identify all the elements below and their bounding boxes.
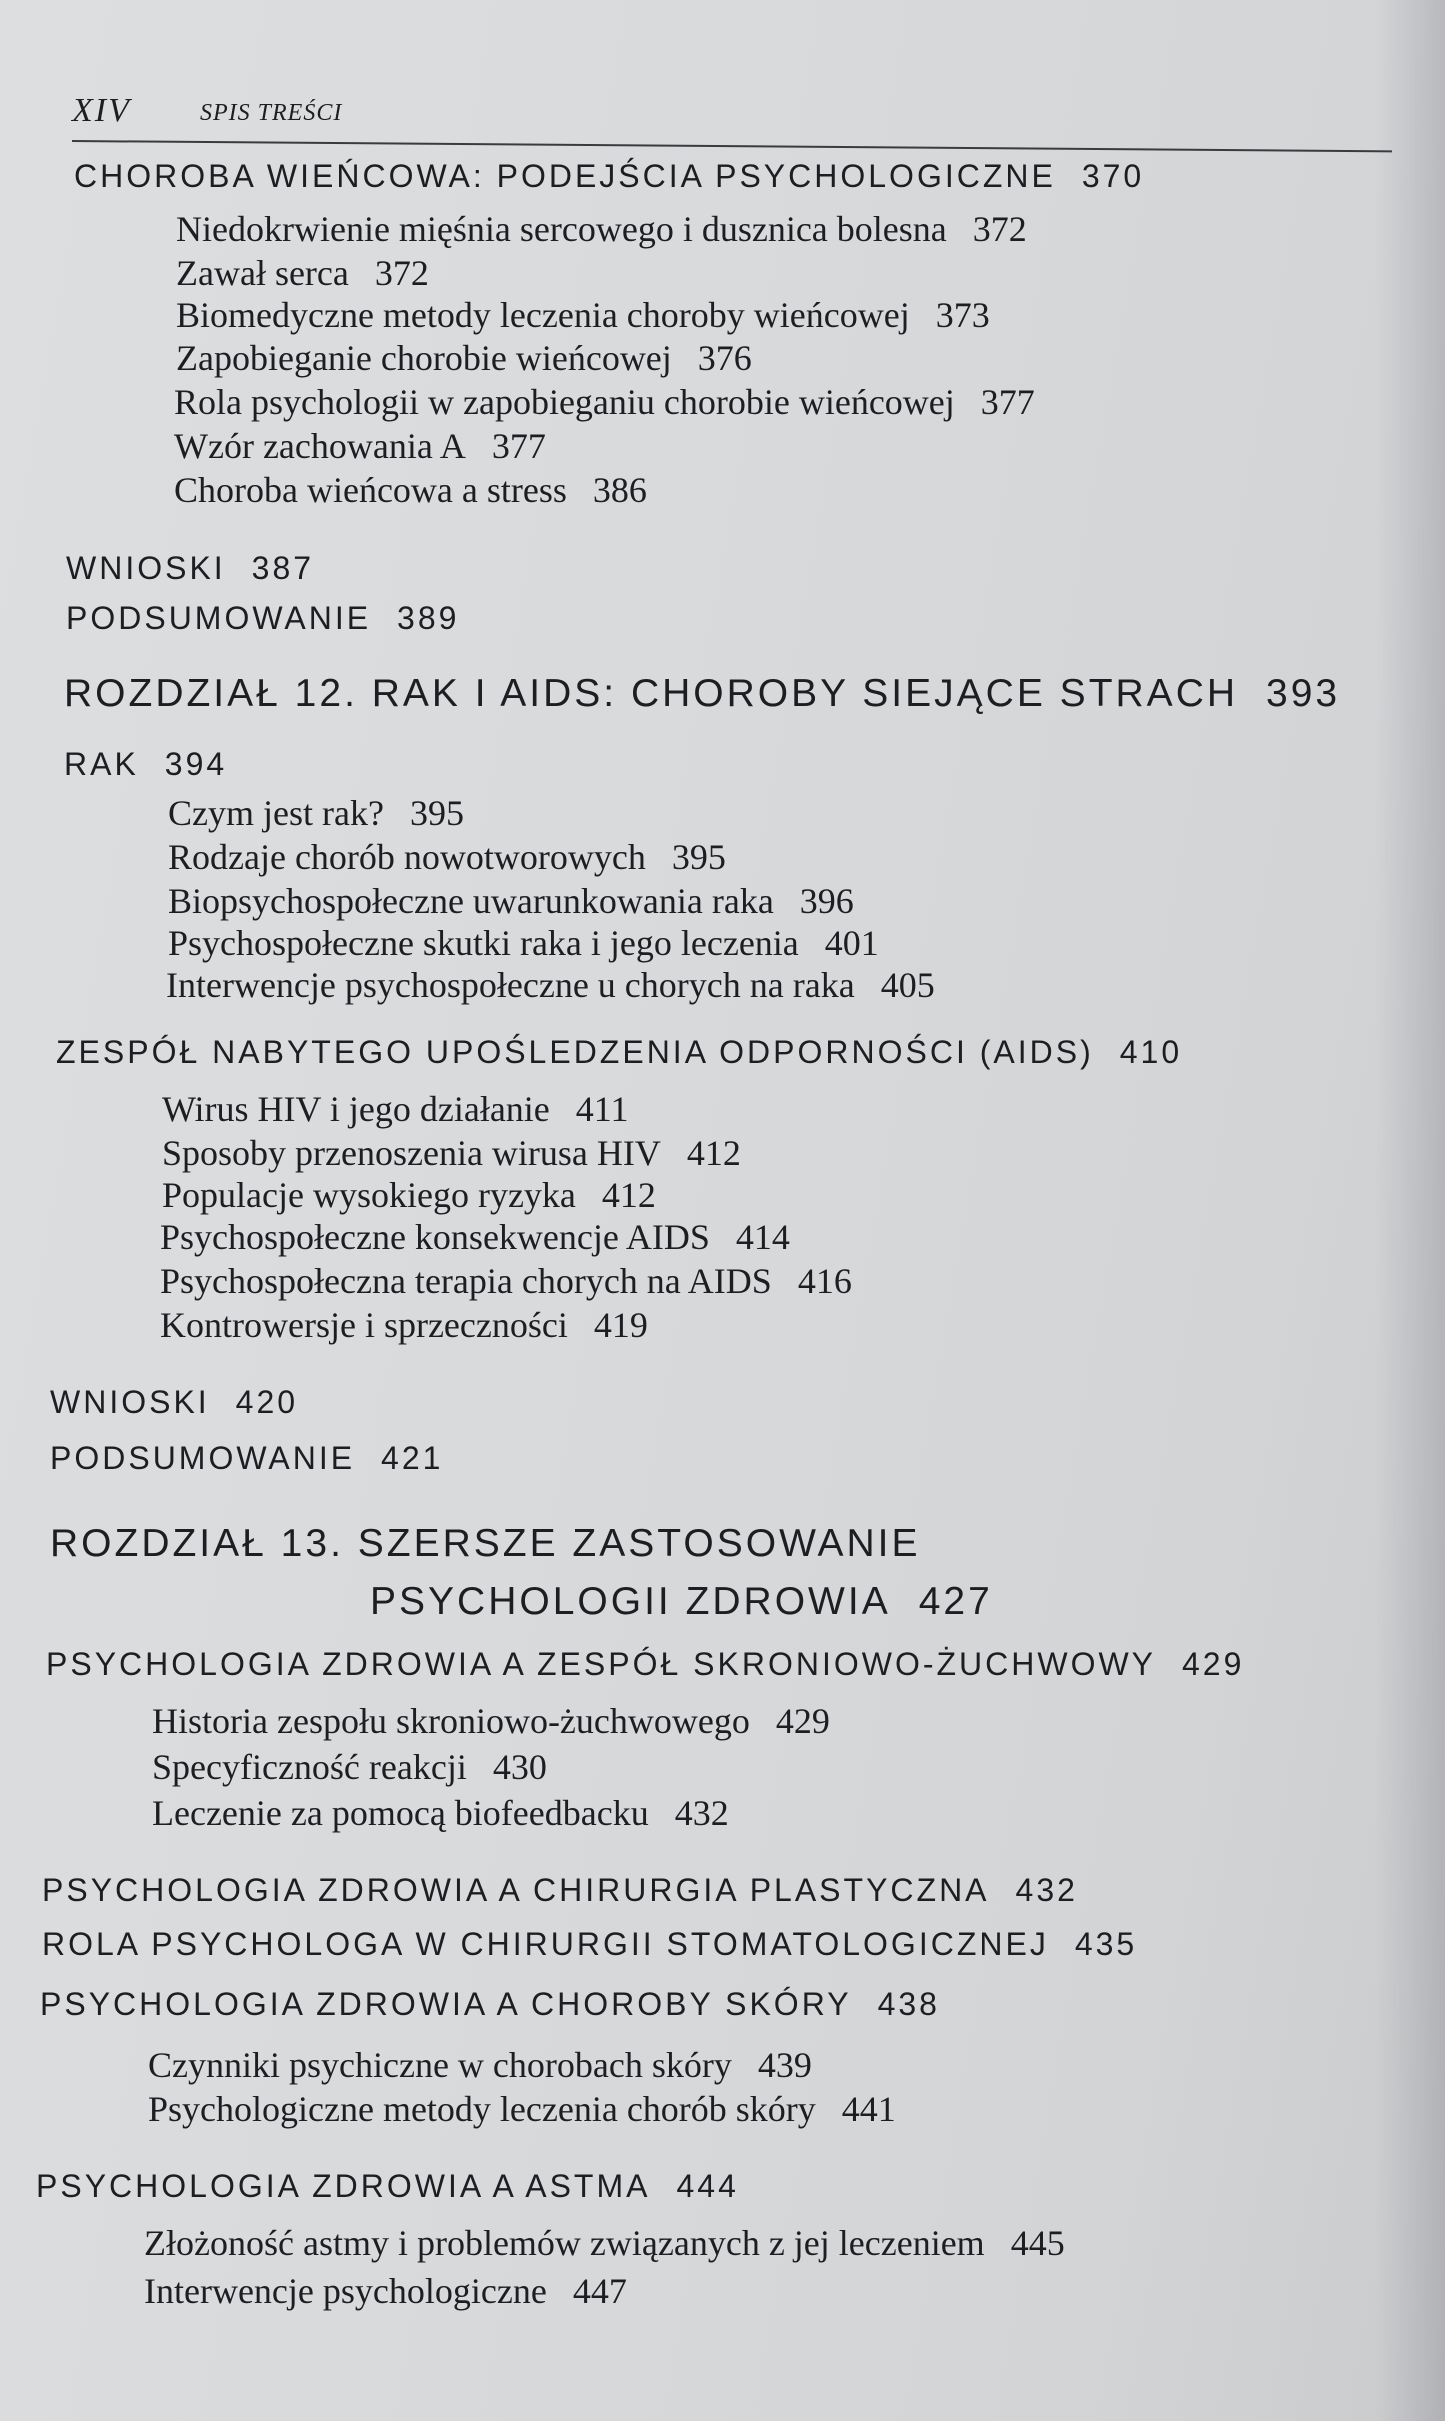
toc-entry-title: Złożoność astmy i problemów związanych z jej leczeniem bbox=[144, 2223, 985, 2263]
toc-page-number: 439 bbox=[757, 2045, 812, 2085]
toc-page-number: 401 bbox=[824, 923, 879, 963]
toc-page-number: 412 bbox=[686, 1133, 741, 1173]
toc-entry-title: Czynniki psychiczne w chorobach skóry bbox=[148, 2045, 732, 2085]
toc-chapter bbox=[64, 672, 1340, 716]
toc-entry bbox=[176, 252, 429, 294]
toc-page-number: 377 bbox=[491, 426, 546, 466]
toc-section bbox=[50, 1440, 443, 1477]
toc-entry-title: Populacje wysokiego ryzyka bbox=[162, 1175, 576, 1215]
toc-page-number: 419 bbox=[593, 1305, 648, 1345]
toc-entry bbox=[168, 922, 879, 964]
toc-page-number: 405 bbox=[880, 965, 935, 1005]
toc-page-number: 410 bbox=[1119, 1034, 1183, 1070]
toc-entry-title: Kontrowersje i sprzeczności bbox=[160, 1305, 568, 1345]
toc-chapter-continued bbox=[370, 1580, 993, 1624]
toc-page-number: 376 bbox=[697, 338, 752, 378]
toc-entry bbox=[152, 1792, 729, 1834]
toc-entry-title: Sposoby przenoszenia wirusa HIV bbox=[162, 1133, 661, 1173]
toc-section-title: CHOROBA WIEŃCOWA: PODEJŚCIA PSYCHOLOGICZNE bbox=[74, 158, 1056, 194]
toc-page-number: 373 bbox=[935, 295, 990, 335]
toc-entry-title: Czym jest rak? bbox=[168, 793, 384, 833]
toc-entry bbox=[176, 337, 752, 379]
toc-entry-title: Interwencje psychospołeczne u chorych na raka bbox=[166, 965, 855, 1005]
toc-page-number: 432 bbox=[674, 1793, 729, 1833]
toc-chapter-title: ROZDZIAŁ 13. SZERSZE ZASTOSOWANIE bbox=[50, 1522, 921, 1565]
page-number: XIV bbox=[72, 92, 131, 129]
toc-page-number: 377 bbox=[980, 382, 1035, 422]
toc-section-title: PODSUMOWANIE bbox=[50, 1440, 356, 1476]
toc-entry bbox=[166, 964, 935, 1006]
toc-entry bbox=[174, 425, 546, 467]
toc-entry bbox=[152, 1746, 547, 1788]
toc-section bbox=[66, 600, 459, 637]
toc-entry-title: Biopsychospołeczne uwarunkowania raka bbox=[168, 881, 774, 921]
toc-section bbox=[66, 550, 314, 587]
toc-page-number: 441 bbox=[841, 2089, 896, 2129]
toc-section bbox=[64, 746, 227, 783]
toc-page-number: 372 bbox=[972, 209, 1027, 249]
toc-section-title: PSYCHOLOGIA ZDROWIA A ASTMA bbox=[36, 2168, 651, 2204]
toc-entry-title: Psychologiczne metody leczenia chorób skóry bbox=[148, 2089, 816, 2129]
toc-page-number: 396 bbox=[799, 881, 854, 921]
toc-entry-title: Leczenie za pomocą biofeedbacku bbox=[152, 1793, 649, 1833]
toc-page-number: 411 bbox=[575, 1089, 629, 1129]
toc-page-number: 430 bbox=[492, 1747, 547, 1787]
toc-page-number: 414 bbox=[735, 1217, 790, 1257]
toc-page-number: 447 bbox=[572, 2271, 627, 2311]
toc-chapter-title-line2: PSYCHOLOGII ZDROWIA bbox=[370, 1580, 891, 1623]
toc-page-number: 412 bbox=[601, 1175, 656, 1215]
toc-page-number: 395 bbox=[409, 793, 464, 833]
toc-section-title: PSYCHOLOGIA ZDROWIA A CHIRURGIA PLASTYCZNA bbox=[42, 1872, 990, 1908]
toc-entry-title: Psychospołeczne skutki raka i jego leczenia bbox=[168, 923, 799, 963]
toc-page-number: 395 bbox=[671, 837, 726, 877]
toc-entry bbox=[168, 836, 726, 878]
toc-entry bbox=[160, 1260, 852, 1302]
toc-entry bbox=[176, 208, 1027, 250]
toc-entry bbox=[144, 2222, 1065, 2264]
toc-section bbox=[46, 1646, 1244, 1683]
toc-entry bbox=[152, 1700, 830, 1742]
toc-entry-title: Psychospołeczna terapia chorych na AIDS bbox=[160, 1261, 772, 1301]
toc-page-number: 386 bbox=[592, 470, 647, 510]
toc-entry bbox=[148, 2044, 812, 2086]
toc-page-number: 445 bbox=[1010, 2223, 1065, 2263]
toc-entry bbox=[160, 1304, 648, 1346]
toc-entry-title: Choroba wieńcowa a stress bbox=[174, 470, 567, 510]
toc-chapter bbox=[50, 1522, 920, 1566]
toc-entry bbox=[174, 469, 647, 511]
toc-entry-title: Psychospołeczne konsekwencje AIDS bbox=[160, 1217, 710, 1257]
toc-entry-title: Wirus HIV i jego działanie bbox=[162, 1089, 550, 1129]
toc-section bbox=[74, 158, 1144, 195]
toc-entry bbox=[176, 294, 990, 336]
toc-entry-title: Interwencje psychologiczne bbox=[144, 2271, 547, 2311]
toc-entry-title: Zapobieganie chorobie wieńcowej bbox=[176, 338, 672, 378]
toc-page-number: 429 bbox=[1182, 1646, 1245, 1682]
toc-page-number: 393 bbox=[1266, 672, 1341, 715]
toc-entry bbox=[144, 2270, 627, 2312]
toc-entry-title: Historia zespołu skroniowo-żuchwowego bbox=[152, 1701, 750, 1741]
toc-section-title: WNIOSKI bbox=[66, 550, 226, 586]
toc-page-number: 438 bbox=[877, 1986, 940, 2022]
toc-page-number: 416 bbox=[797, 1261, 852, 1301]
toc-page-number: 389 bbox=[397, 600, 460, 636]
toc-entry bbox=[162, 1132, 741, 1174]
toc-section bbox=[50, 1384, 298, 1421]
toc-section bbox=[56, 1034, 1182, 1071]
toc-entry-title: Biomedyczne metody leczenia choroby wieńcowej bbox=[176, 295, 910, 335]
toc-section bbox=[42, 1872, 1078, 1909]
toc-section-title: PSYCHOLOGIA ZDROWIA A ZESPÓŁ SKRONIOWO-ŻUCHWOWY bbox=[46, 1646, 1156, 1682]
toc-section-title: PODSUMOWANIE bbox=[66, 600, 372, 636]
toc-entry-title: Rola psychologii w zapobieganiu chorobie wieńcowej bbox=[174, 382, 955, 422]
toc-page-number: 420 bbox=[235, 1384, 299, 1420]
toc-page-number: 429 bbox=[775, 1701, 830, 1741]
toc-page-number: 444 bbox=[676, 2168, 739, 2204]
toc-entry bbox=[174, 381, 1035, 423]
toc-page-number: 372 bbox=[374, 253, 429, 293]
toc-page-number: 427 bbox=[918, 1580, 993, 1623]
toc-entry bbox=[162, 1088, 628, 1130]
toc-entry-title: Rodzaje chorób nowotworowych bbox=[168, 837, 646, 877]
toc-section-title: PSYCHOLOGIA ZDROWIA A CHOROBY SKÓRY bbox=[40, 1986, 852, 2022]
toc-page-number: 435 bbox=[1074, 1926, 1138, 1962]
running-title: SPIS TREŚCI bbox=[200, 100, 343, 126]
toc-page-number: 432 bbox=[1015, 1872, 1078, 1908]
toc-page-number: 394 bbox=[164, 746, 228, 782]
toc-entry bbox=[148, 2088, 896, 2130]
toc-section bbox=[40, 1986, 940, 2023]
toc-section-title: RAK bbox=[64, 746, 139, 782]
toc-entry-title: Niedokrwienie mięśnia sercowego i dusznica bolesna bbox=[176, 209, 947, 249]
toc-page-number: 421 bbox=[381, 1440, 444, 1476]
toc-section-title: WNIOSKI bbox=[50, 1384, 210, 1420]
toc-page-number: 370 bbox=[1081, 158, 1145, 194]
toc-section-title: ROLA PSYCHOLOGA W CHIRURGII STOMATOLOGICZNEJ bbox=[42, 1926, 1049, 1962]
toc-entry-title: Specyficzność reakcji bbox=[152, 1747, 467, 1787]
toc-section-title: ZESPÓŁ NABYTEGO UPOŚLEDZENIA ODPORNOŚCI (AIDS) bbox=[56, 1034, 1094, 1070]
toc-entry bbox=[162, 1174, 656, 1216]
toc-entry-title: Wzór zachowania A bbox=[174, 426, 466, 466]
toc-section bbox=[42, 1926, 1137, 1963]
toc-chapter-title: ROZDZIAŁ 12. RAK I AIDS: CHOROBY SIEJĄCE STRACH bbox=[64, 672, 1239, 715]
toc-page-number: 387 bbox=[251, 550, 315, 586]
toc-section bbox=[36, 2168, 739, 2205]
toc-entry-title: Zawał serca bbox=[176, 253, 349, 293]
toc-entry bbox=[160, 1216, 790, 1258]
toc-entry bbox=[168, 792, 464, 834]
toc-entry bbox=[168, 880, 854, 922]
